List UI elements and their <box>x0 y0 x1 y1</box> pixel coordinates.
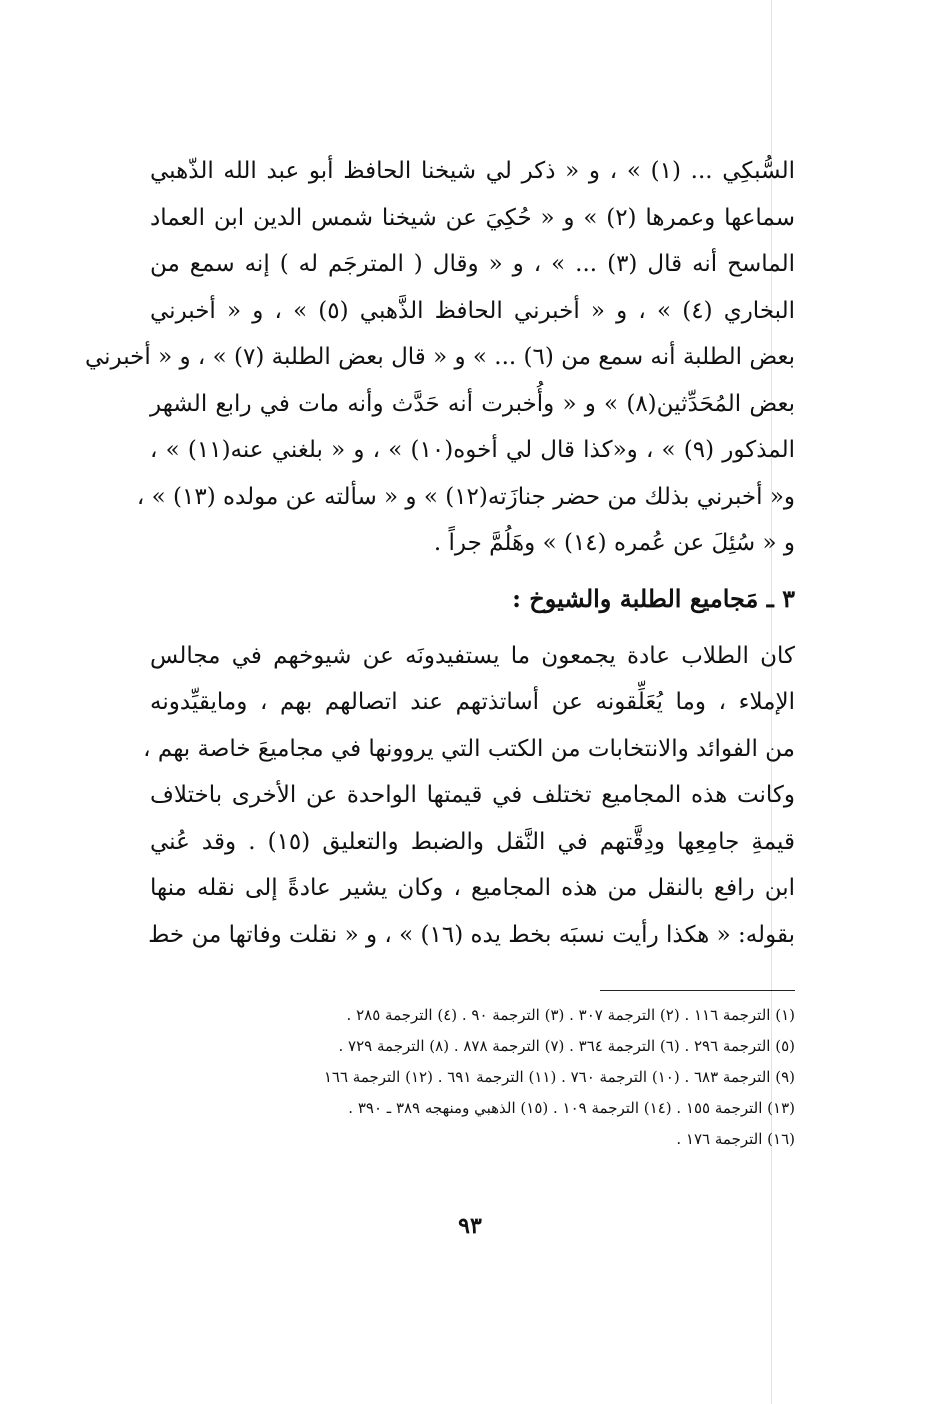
paragraph-line: ابن رافع بالنقل من هذه المجاميع ، وكان يشير عادةً إلى نقله منها <box>150 875 795 901</box>
body-line: بعض الطلبة أنه سمع من (٦) ... » و « قال بعض الطلبة (٧) » ، و « أخبرني <box>84 344 795 370</box>
body-line: و« أخبرني بذلك من حضر جنازَته(١٢) » و « سألته عن مولده (١٣) » ، <box>136 483 795 510</box>
footnote-line: (٩) الترجمة ٦٨٣ . (١٠) الترجمة ٧٦٠ . (١١) الترجمة ٦٩١ . (١٢) الترجمة ١٦٦ <box>323 1068 795 1086</box>
paragraph-line: قيمةِ جامِعِها ودِقَّتهم في النَّقل والضبط والتعليق (١٥) . وقد عُني <box>150 828 795 855</box>
body-line: البخاري (٤) » ، و « أخبرني الحافظ الذَّهبي (٥) » ، و « أخبرني <box>150 297 796 324</box>
footnote-line: (١) الترجمة ١١٦ . (٢) الترجمة ٣٠٧ . (٣) الترجمة ٩٠ . (٤) الترجمة ٢٨٥ . <box>346 1006 795 1024</box>
footnote-line: (٥) الترجمة ٢٩٦ . (٦) الترجمة ٣٦٤ . (٧) الترجمة ٨٧٨ . (٨) الترجمة ٧٢٩ . <box>338 1037 795 1055</box>
section-heading: ٣ ـ مَجاميع الطلبة والشيوخ : <box>512 583 795 613</box>
body-block <box>84 148 796 567</box>
paragraph-line: بقوله: « هكذا رأيت نسبَه بخط يده (١٦) » ، و « نقلت وفاتها من خط <box>148 921 795 948</box>
paragraph-line: الإملاء ، وما يُعَلِّقونه عن أساتذتهم عند اتصالهم بهم ، ومايقيِّدونه <box>150 689 795 715</box>
footnote-line: (١٣) الترجمة ١٥٥ . (١٤) الترجمة ١٠٩ . (١٥) الذهبي ومنهجه ٣٨٩ ـ ٣٩٠ . <box>348 1099 795 1117</box>
body-line: السُّبكِي ... (١) » ، و « ذكر لي شيخنا الحافظ أبو عبد الله الذّهبي <box>150 158 795 184</box>
paragraph-block <box>143 633 795 959</box>
footnote-line: (١٦) الترجمة ١٧٦ . <box>676 1130 795 1148</box>
main-text <box>84 148 796 958</box>
body-line: الماسح أنه قال (٣) ... » ، و « وقال ( المترجَم له ) إنه سمع من <box>150 251 795 277</box>
body-line: سماعها وعمرها (٢) » و « حُكِيَ عن شيخنا شمس الدين ابن العماد <box>150 204 795 231</box>
footnotes <box>150 1000 795 1155</box>
body-line: بعض المُحَدِّثين(٨) » و « وأُخبرت أنه حَدَّث وأنه مات في رابع الشهر <box>150 390 795 417</box>
body-line: و « سُئِلَ عن عُمره (١٤) » وهَلُمَّ جراً . <box>433 530 795 556</box>
footnote-separator <box>600 990 795 991</box>
paragraph-line: وكانت هذه المجاميع تختلف في قيمتها الواحدة عن الأخرى باختلاف <box>150 782 795 808</box>
page-number: ٩٣ <box>458 1213 482 1239</box>
paragraph-line: من الفوائد والانتخابات من الكتب التي يروونها في مجاميعَ خاصة بهم ، <box>143 735 795 762</box>
paragraph-line: كان الطلاب عادة يجمعون ما يستفيدونَه عن شيوخهم في مجالس <box>150 642 795 669</box>
body-line: المذكور (٩) » ، و«كذا قال لي أخوه(١٠) » ، و « بلغني عنه(١١) » ، <box>150 437 796 463</box>
